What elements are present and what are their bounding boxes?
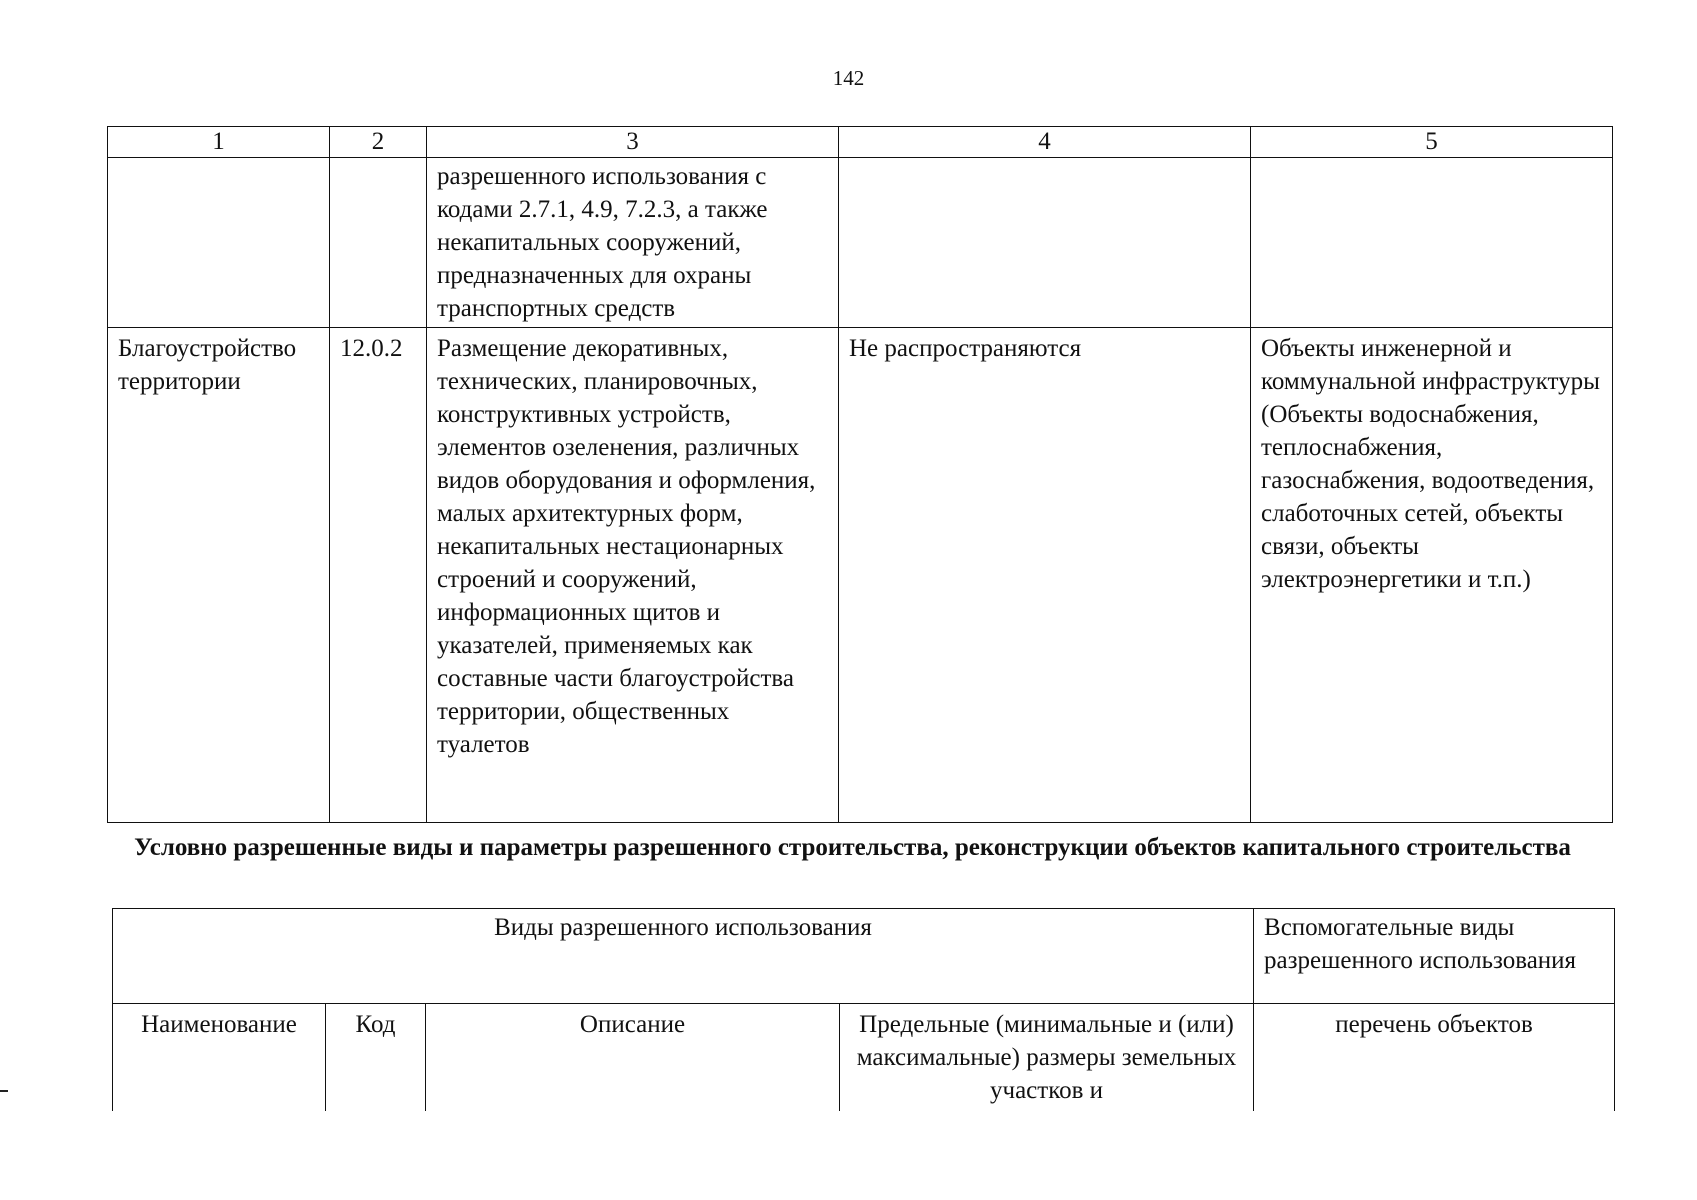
table-row [108,328,1613,823]
conditional-use-table [112,908,1615,1111]
auxiliary-uses-cell [1251,158,1613,328]
auxiliary-uses-cell: Объекты инженерной и коммунальной инфраструктуры (Объекты водоснабжения, теплоснабжения, газоснабжения, водоотведения, слаботочных сетей, объекты связи, объекты электроэнергетики и т.п.) [1251,328,1613,823]
column-number: 1 [108,127,330,158]
permitted-use-types-header: Виды разрешенного использования [113,909,1254,1004]
margin-mark [0,1090,8,1092]
objects-list-column-header: перечень объектов [1254,1004,1615,1112]
code-column-header: Код [326,1004,426,1112]
use-limits-cell: Не распространяются [839,328,1251,823]
use-description-cell: разрешенного использования с кодами 2.7.1, 4.9, 7.2.3, а также некапитальных сооружений, предназначенных для охраны транспортных средств [427,158,839,328]
column-number: 3 [427,127,839,158]
column-number: 4 [839,127,1251,158]
group-header-row [113,909,1615,1004]
column-number: 5 [1251,127,1613,158]
section-heading: Условно разрешенные виды и параметры разрешенного строительства, реконструкции объектов капитального строительства [134,834,1571,861]
column-number-row [108,127,1613,158]
use-code-cell [330,158,427,328]
use-description-cell: Размещение декоративных, технических, планировочных, конструктивных устройств, элементов озеленения, различных видов оборудования и оформления, малых архитектурных форм, некапитальных нестационарных строений и сооружений, информационных щитов и указателей, применяемых как составные части благоустройства территории, общественных туалетов [427,328,839,823]
name-column-header: Наименование [113,1004,326,1112]
use-limits-cell [839,158,1251,328]
land-use-table [107,126,1613,823]
column-number: 2 [330,127,427,158]
use-name-cell: Благоустройство территории [108,328,330,823]
description-column-header: Описание [426,1004,840,1112]
column-header-row [113,1004,1615,1112]
use-name-cell [108,158,330,328]
page-number: 142 [832,66,865,90]
table-row [108,158,1613,328]
auxiliary-use-types-header: Вспомогательные виды разрешенного использования [1254,909,1615,1004]
use-code-cell: 12.0.2 [330,328,427,823]
limits-column-header: Предельные (минимальные и (или) максимальные) размеры земельных участков и [840,1004,1254,1112]
